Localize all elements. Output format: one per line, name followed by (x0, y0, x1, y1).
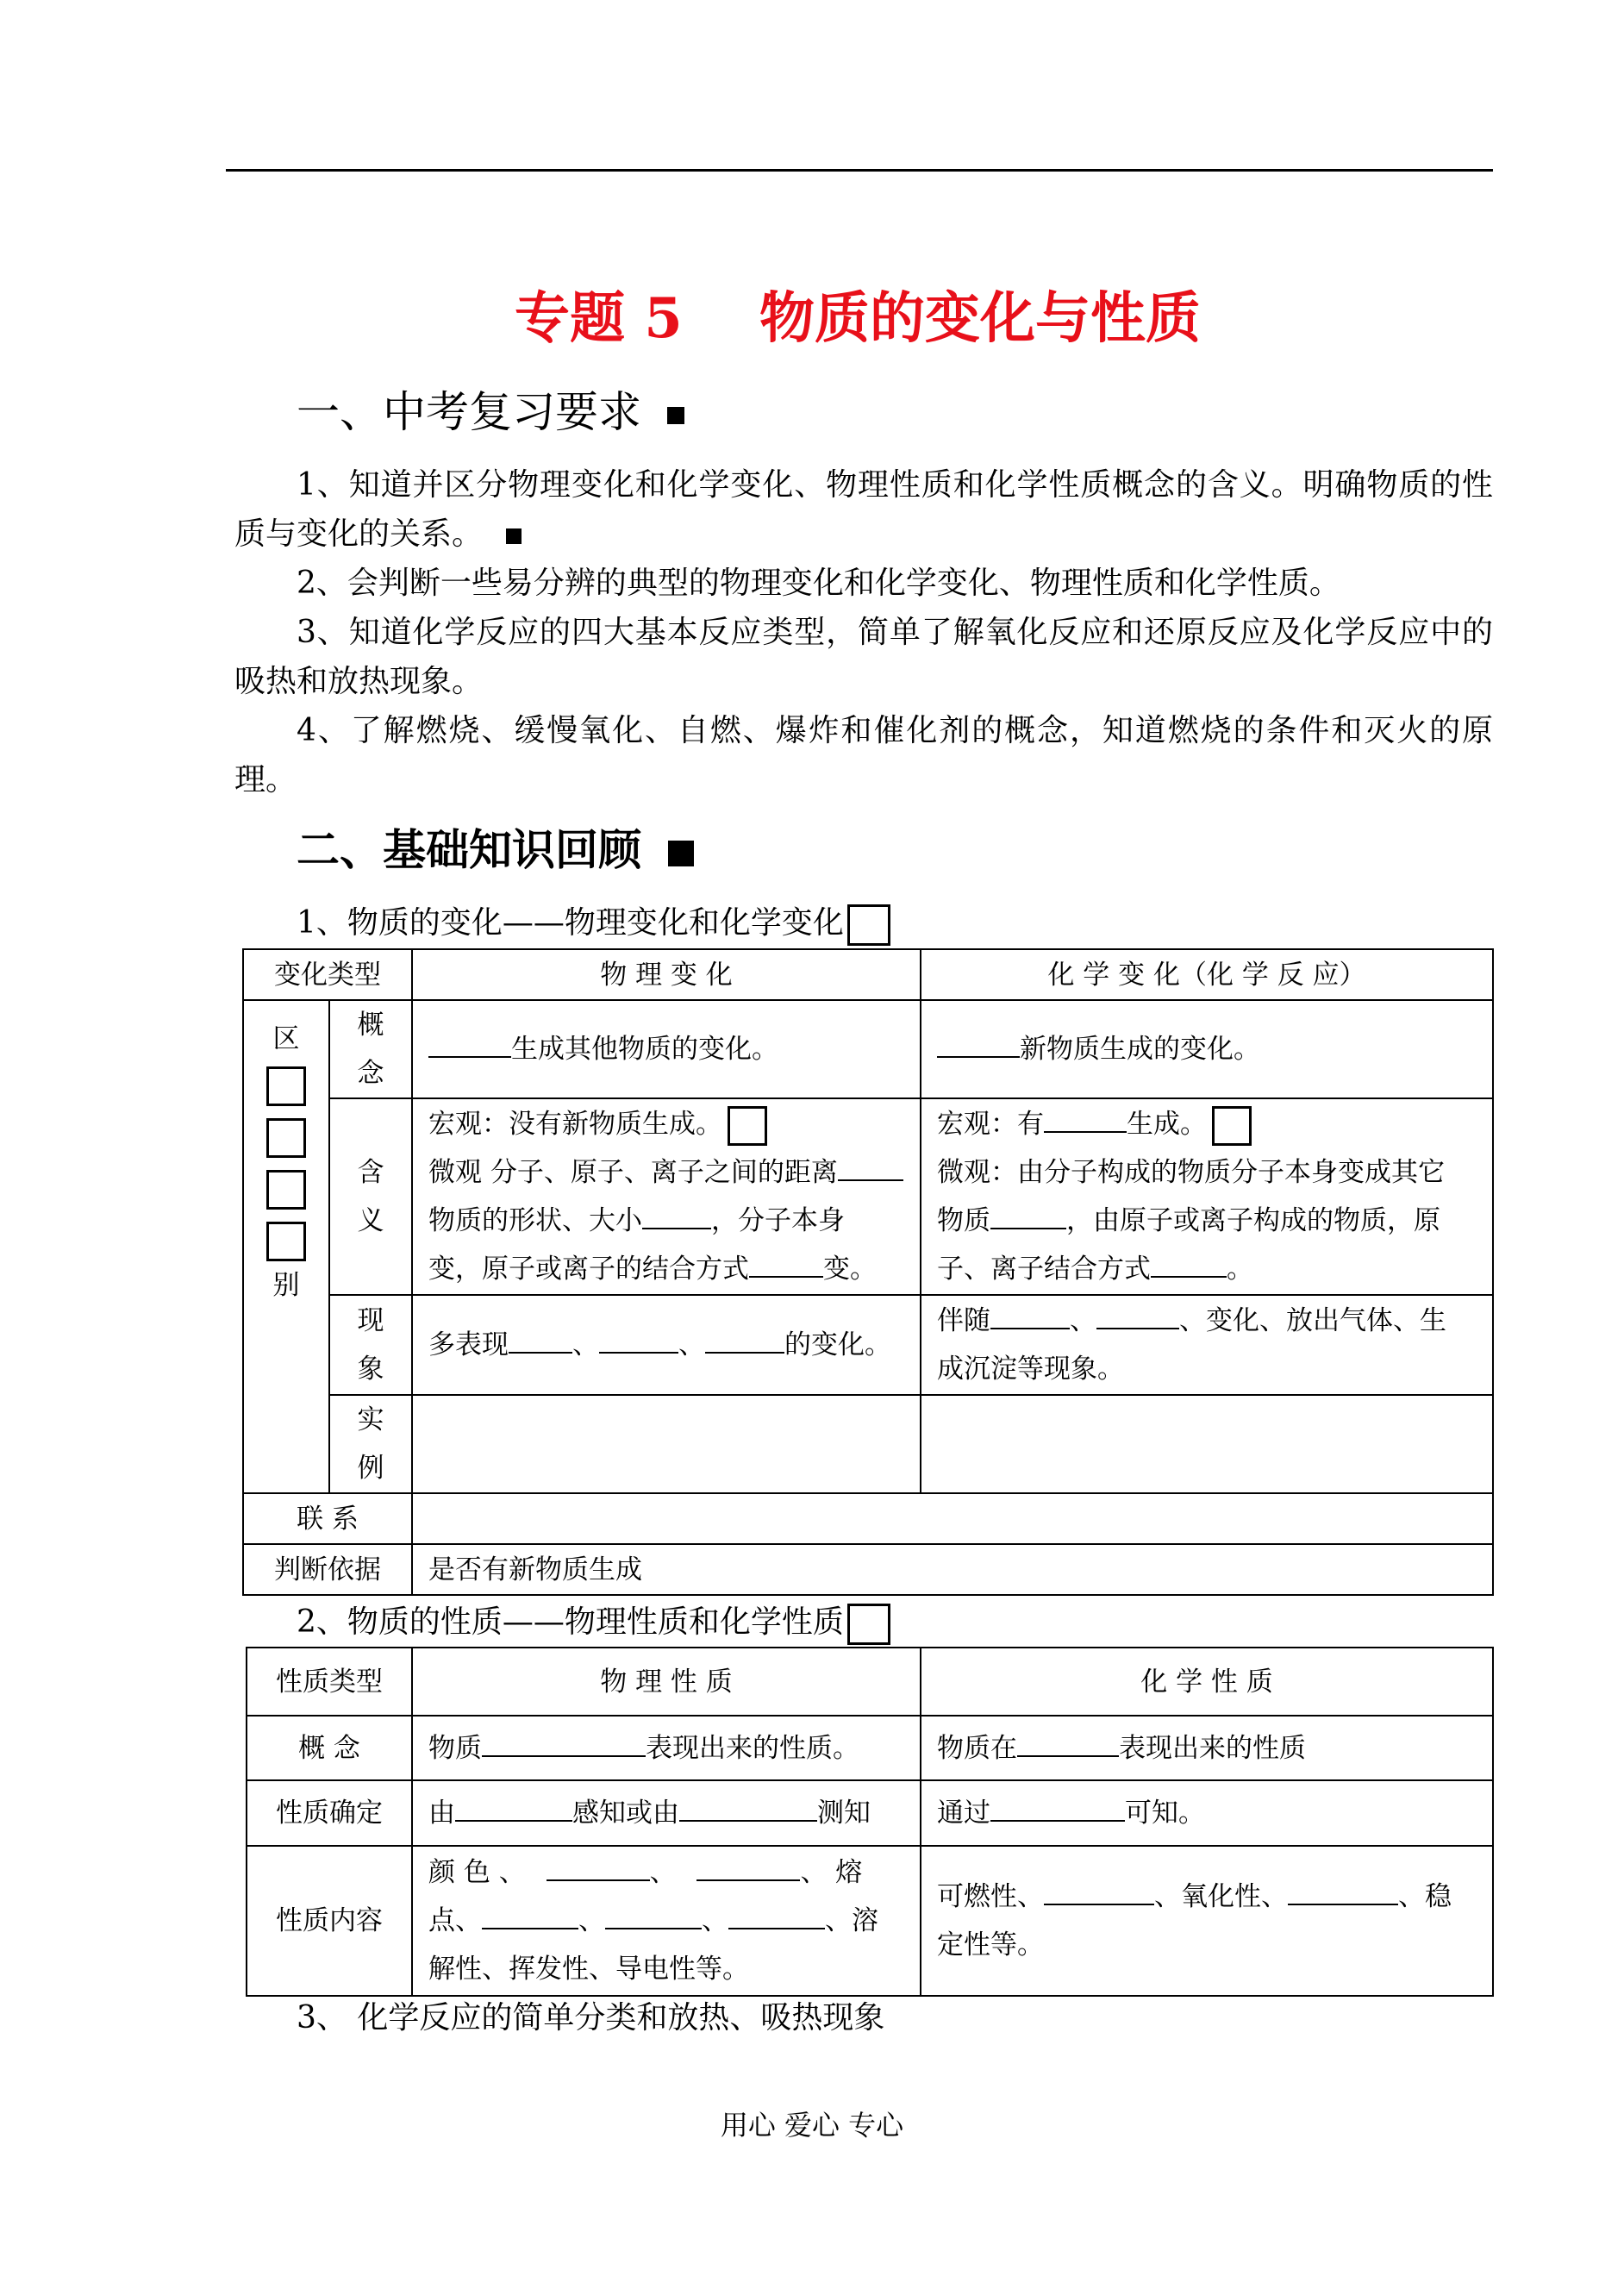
checkbox-icon (728, 1106, 767, 1146)
meaning-chemical: 宏观：有 生成。 微观：由分子构成的物质分子本身变成其它 物质 ，由原子或离子构成的物质，原 子、离子结合方式 。 (921, 1098, 1493, 1295)
concept-physical: 生成其他物质的变化。 (412, 1000, 921, 1098)
checkbox-icon (266, 1222, 306, 1261)
determination-physical: 由 感知或由 测知 (412, 1780, 921, 1846)
square-marker-icon (667, 407, 684, 424)
header-change-type: 变化类型 (243, 949, 412, 1000)
concept-chemical: 物质在 表现出来的性质 (921, 1716, 1493, 1780)
page-title: 专题 5 物质的变化与性质 (515, 286, 1201, 351)
requirement-2: 2、会判断一些易分辨的典型的物理变化和化学变化、物理性质和化学性质。 (297, 566, 1340, 601)
row-label-relation: 联 系 (243, 1493, 412, 1544)
row-label-determination: 性质确定 (247, 1780, 412, 1846)
row-label-basis: 判断依据 (243, 1544, 412, 1595)
checkbox-icon (266, 1066, 306, 1106)
section-heading-2-text: 二、基础知识回顾 (297, 825, 641, 875)
content-physical: 颜 色 、 、 、 熔 点、 、 、 、溶 解性、挥发性、导电性等。 (412, 1846, 921, 1996)
checkbox-icon (266, 1170, 306, 1210)
checkbox-icon (847, 1604, 890, 1645)
row-label-phenomenon: 现 象 (329, 1295, 412, 1395)
header-property-type: 性质类型 (247, 1648, 412, 1716)
row-label-meaning: 含 义 (329, 1098, 412, 1295)
row-label-difference (243, 1000, 329, 1493)
change-table (242, 948, 1494, 1596)
header-physical-property: 物 理 性 质 (412, 1648, 921, 1716)
topic-3-heading: 3、 化学反应的简单分类和放热、吸热现象 (297, 2000, 885, 2035)
label-bie: 别 (272, 1270, 300, 1301)
topic-2-heading: 2、物质的性质——物理性质和化学性质 (297, 1602, 890, 1645)
topic-1-heading: 1、物质的变化——物理变化和化学变化 (297, 903, 890, 946)
basis-cell: 是否有新物质生成 (412, 1544, 1493, 1595)
meaning-physical: 宏观：没有新物质生成。 微观 分子、原子、离子之间的距离 物质的形状、大小 ，分子本身 变，原子或离子的结合方式 变。 (412, 1098, 921, 1295)
row-label-concept: 概 念 (329, 1000, 412, 1098)
concept-physical: 物质 表现出来的性质。 (412, 1716, 921, 1780)
row-label-example: 实 例 (329, 1395, 412, 1493)
header-rule (226, 169, 1493, 172)
relation-cell (412, 1493, 1493, 1544)
concept-chemical: 新物质生成的变化。 (921, 1000, 1493, 1098)
section-heading-2 (297, 824, 694, 876)
requirement-1: 1、知道并区分物理变化和化学变化、物理性质和化学性质概念的含义。明确物质的性质与变化的关系。 (234, 467, 1493, 552)
page-footer: 用心 爱心 专心 (720, 2109, 904, 2142)
requirement-3: 3、知道化学反应的四大基本反应类型，简单了解氧化反应和还原反应及化学反应中的吸热和放热现象。 (234, 615, 1493, 699)
checkbox-icon (847, 904, 890, 946)
header-physical-change: 物 理 变 化 (412, 949, 921, 1000)
example-chemical (921, 1395, 1493, 1493)
example-physical (412, 1395, 921, 1493)
header-chemical-property: 化 学 性 质 (921, 1648, 1493, 1716)
row-label-content: 性质内容 (247, 1846, 412, 1996)
header-chemical-change: 化 学 变 化（化 学 反 应） (921, 949, 1493, 1000)
content-chemical: 可燃性、 、氧化性、 、稳 定性等。 (921, 1846, 1493, 1996)
row-label-concept: 概 念 (247, 1716, 412, 1780)
phenomenon-physical: 多表现 、 、 的变化。 (412, 1295, 921, 1395)
checkbox-icon (266, 1118, 306, 1158)
label-qu: 区 (272, 1023, 300, 1054)
determination-chemical: 通过 可知。 (921, 1780, 1493, 1846)
phenomenon-chemical: 伴随 、 、变化、放出气体、生 成沉淀等现象。 (921, 1295, 1493, 1395)
section-heading-1-text: 一、中考复习要求 (297, 387, 641, 437)
square-marker-icon (506, 528, 522, 544)
square-marker-icon (668, 841, 694, 866)
section-heading-1 (297, 386, 684, 438)
requirement-4: 4、了解燃烧、缓慢氧化、自燃、爆炸和催化剂的概念，知道燃烧的条件和灭火的原理。 (234, 713, 1493, 797)
checkbox-icon (1212, 1106, 1252, 1146)
property-table (246, 1647, 1494, 1997)
